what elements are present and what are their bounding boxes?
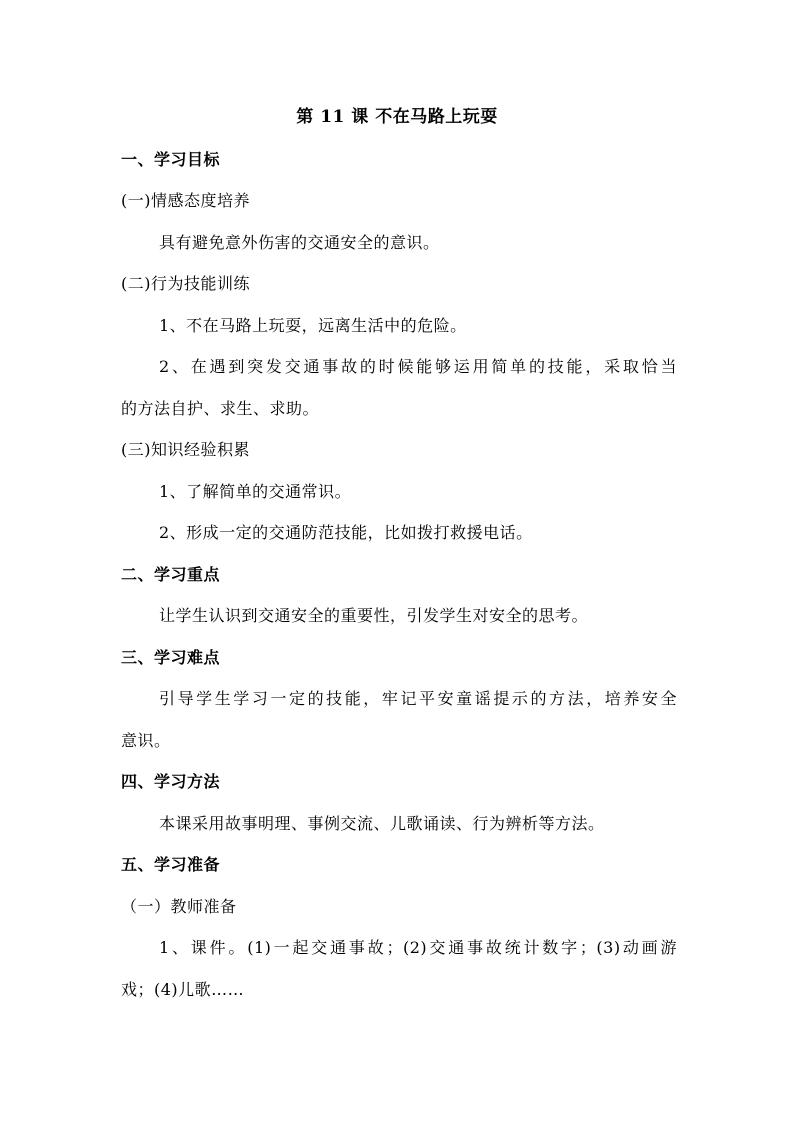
paragraph-difficulties-line1: 引导学生学习一定的技能，牢记平安童谣提示的方法，培养安全 — [159, 689, 677, 708]
subheading-knowledge: (三)知识经验积累 — [121, 440, 250, 459]
subheading-emotion: (一)情感态度培养 — [121, 191, 250, 210]
paragraph-teacher-prep-line2: 戏；(4)儿歌…… — [121, 980, 245, 999]
paragraph-key-points: 让学生认识到交通安全的重要性，引发学生对安全的思考。 — [159, 606, 589, 625]
paragraph-knowledge-2: 2、形成一定的交通防范技能，比如拨打救援电话。 — [159, 523, 533, 542]
section-heading-objectives: 一、学习目标 — [121, 150, 221, 169]
paragraph-behavior-1: 1、不在马路上玩耍，远离生活中的危险。 — [159, 316, 467, 335]
subheading-behavior: (二)行为技能训练 — [121, 274, 250, 293]
section-heading-difficulties: 三、学习难点 — [121, 648, 221, 667]
paragraph-behavior-2-line2: 的方法自护、求生、求助。 — [121, 399, 320, 418]
paragraph-methods: 本课采用故事明理、事例交流、儿歌诵读、行为辨析等方法。 — [159, 814, 605, 833]
paragraph-behavior-2-line1: 2、在遇到突发交通事故的时候能够运用简单的技能，采取恰当 — [159, 357, 677, 376]
paragraph-knowledge-1: 1、了解简单的交通常识。 — [159, 482, 352, 501]
section-heading-methods: 四、学习方法 — [121, 772, 221, 791]
section-heading-key-points: 二、学习重点 — [121, 565, 221, 584]
paragraph-difficulties-line2: 意识。 — [121, 731, 171, 750]
paragraph-teacher-prep-line1: 1、课件。(1)一起交通事故；(2)交通事故统计数字；(3)动画游 — [159, 938, 677, 957]
paragraph-emotion: 具有避免意外伤害的交通安全的意识。 — [159, 233, 440, 252]
page-title: 第 11 课 不在马路上玩耍 — [296, 107, 498, 127]
section-heading-preparation: 五、学习准备 — [121, 855, 221, 874]
subheading-teacher-prep: （一）教师准备 — [121, 897, 237, 916]
